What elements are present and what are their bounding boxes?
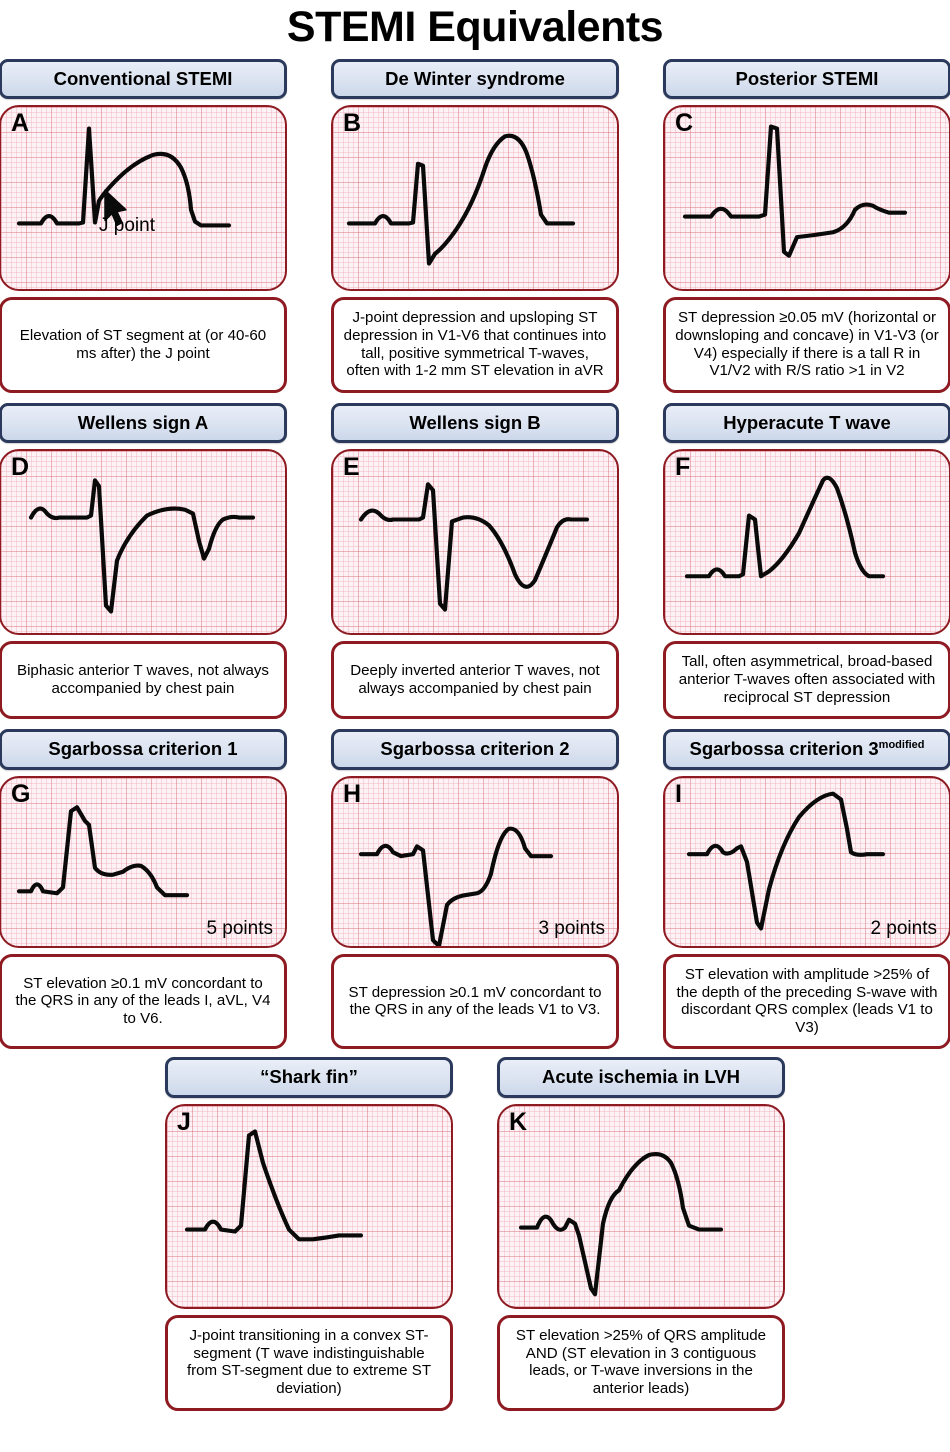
ecg-strip-b <box>331 105 619 291</box>
panel-header-j <box>165 1057 453 1097</box>
panel-caption-text-k: ST elevation >25% of QRS amplitude AND (ST elevation in 3 contiguous leads, or T-wave inversions in the anterior leads) <box>515 1326 767 1397</box>
panel-letter-d: D <box>11 453 30 482</box>
panel-header-c <box>663 59 950 99</box>
panel-header-label-f: Hyperacute T wave <box>723 412 891 434</box>
panel-caption-text-j: J-point transitioning in a convex ST-segment (T wave indistinguishable from ST-segment due to extreme ST deviation) <box>186 1326 432 1397</box>
ecg-strip-g <box>0 776 287 948</box>
j-point-annotation: J point <box>99 215 155 237</box>
panel-letter-e: E <box>343 453 360 482</box>
panel-card-b <box>331 59 619 393</box>
ecg-trace-a <box>1 107 285 289</box>
panel-grid-row-2 <box>0 393 950 719</box>
panel-caption-g <box>0 954 287 1050</box>
panel-caption-f <box>663 641 950 719</box>
panel-caption-c <box>663 297 950 393</box>
panel-letter-j: J <box>177 1107 191 1136</box>
panel-header-label-k: Acute ischemia in LVH <box>541 1066 741 1088</box>
ecg-trace-c <box>665 107 949 289</box>
panel-card-f <box>663 403 950 719</box>
panel-header-g <box>0 729 287 769</box>
ecg-strip-a <box>0 105 287 291</box>
panel-caption-d <box>0 641 287 719</box>
ecg-strip-j <box>165 1104 453 1309</box>
panel-header-h <box>331 729 619 769</box>
ecg-strip-f <box>663 449 950 635</box>
panel-caption-text-i: ST elevation with amplitude >25% of the depth of the preceding S-wave with discordant QRS complex (leads V1 to V3) <box>676 965 938 1036</box>
points-label-i: 2 points <box>870 917 937 939</box>
panel-card-d <box>0 403 287 719</box>
panel-header-f <box>663 403 950 443</box>
ecg-strip-c <box>663 105 950 291</box>
panel-caption-b <box>331 297 619 393</box>
panel-card-g <box>0 729 287 1049</box>
panel-header-e <box>331 403 619 443</box>
panel-letter-h: H <box>343 779 362 808</box>
panel-caption-text-c: ST depression ≥0.05 mV (horizontal or downsloping and concave) in V1-V3 (or V4) especially if there is a tall R in V1/V2 with R/S ratio >1 in V2 <box>675 309 939 380</box>
panel-card-i <box>663 729 950 1049</box>
panel-letter-k: K <box>509 1107 528 1136</box>
panel-card-e <box>331 403 619 719</box>
ecg-strip-d <box>0 449 287 635</box>
ecg-strip-k <box>497 1104 785 1309</box>
points-label-g: 5 points <box>206 917 273 939</box>
ecg-trace-b <box>333 107 617 289</box>
panel-header-label-g: Sgarbossa criterion 1 <box>48 738 238 760</box>
ecg-trace-k <box>499 1106 783 1307</box>
panel-caption-a <box>0 297 287 393</box>
ecg-trace-e <box>333 451 617 633</box>
ecg-trace-d <box>1 451 285 633</box>
panel-header-sup-i: modified <box>878 739 925 752</box>
panel-letter-f: F <box>675 453 691 482</box>
ecg-trace-f <box>665 451 949 633</box>
panel-letter-i: I <box>675 779 682 808</box>
panel-caption-i <box>663 954 950 1050</box>
panel-header-label-c: Posterior STEMI <box>735 68 879 89</box>
panel-caption-text-f: Tall, often asymmetrical, broad-based anterior T-waves often associated with reciprocal ST depression <box>678 653 936 706</box>
panel-grid-row-3 <box>0 719 950 1049</box>
panel-caption-j <box>165 1315 453 1411</box>
panel-letter-c: C <box>675 109 694 138</box>
panel-header-a <box>0 59 287 99</box>
panel-card-k <box>497 1057 785 1410</box>
ecg-strip-h <box>331 776 619 948</box>
ecg-trace-j <box>167 1106 451 1307</box>
panel-letter-g: G <box>11 779 31 808</box>
panel-caption-text-a: Elevation of ST segment at (or 40-60 ms after) the J point <box>19 327 267 362</box>
ecg-strip-i <box>663 776 950 948</box>
panel-caption-text-d: Biphasic anterior T waves, not always accompanied by chest pain <box>17 662 269 697</box>
panel-grid-row-4 <box>0 1049 950 1410</box>
panel-header-label-e: Wellens sign B <box>409 412 541 434</box>
panel-caption-k <box>497 1315 785 1411</box>
panel-header-label-d: Wellens sign A <box>77 412 209 434</box>
panel-card-h <box>331 729 619 1049</box>
panel-header-label-j: “Shark fin” <box>260 1066 358 1088</box>
panel-header-i <box>663 729 950 769</box>
panel-caption-text-b: J-point depression and upsloping ST depression in V1-V6 that continues into tall, positive symmetrical T-waves, often with 1-2 mm ST elevation in aVR <box>343 309 607 380</box>
panel-caption-text-g: ST elevation ≥0.1 mV concordant to the QRS in any of the leads I, aVL, V4 to V6. <box>15 974 271 1027</box>
panel-caption-text-h: ST depression ≥0.1 mV concordant to the QRS in any of the leads V1 to V3. <box>348 983 602 1019</box>
panel-header-k <box>497 1057 785 1097</box>
panel-card-c <box>663 59 950 393</box>
panel-header-label-h: Sgarbossa criterion 2 <box>380 738 570 760</box>
panel-caption-text-e: Deeply inverted anterior T waves, not always accompanied by chest pain <box>350 662 600 697</box>
panel-letter-a: A <box>11 109 30 138</box>
page-title: STEMI Equivalents <box>286 3 664 51</box>
panel-letter-b: B <box>343 109 362 138</box>
panel-grid-row-1 <box>0 49 950 393</box>
panel-header-d <box>0 403 287 443</box>
panel-header-b <box>331 59 619 99</box>
panel-header-label-a: Conventional STEMI <box>53 68 233 89</box>
panel-card-j <box>165 1057 453 1410</box>
ecg-strip-e <box>331 449 619 635</box>
points-label-h: 3 points <box>538 917 605 939</box>
panel-card-a <box>0 59 287 393</box>
panel-caption-h <box>331 954 619 1050</box>
panel-header-label-b: De Winter syndrome <box>385 68 565 89</box>
panel-caption-e <box>331 641 619 719</box>
panel-header-label-i: Sgarbossa criterion 3 <box>689 738 879 760</box>
